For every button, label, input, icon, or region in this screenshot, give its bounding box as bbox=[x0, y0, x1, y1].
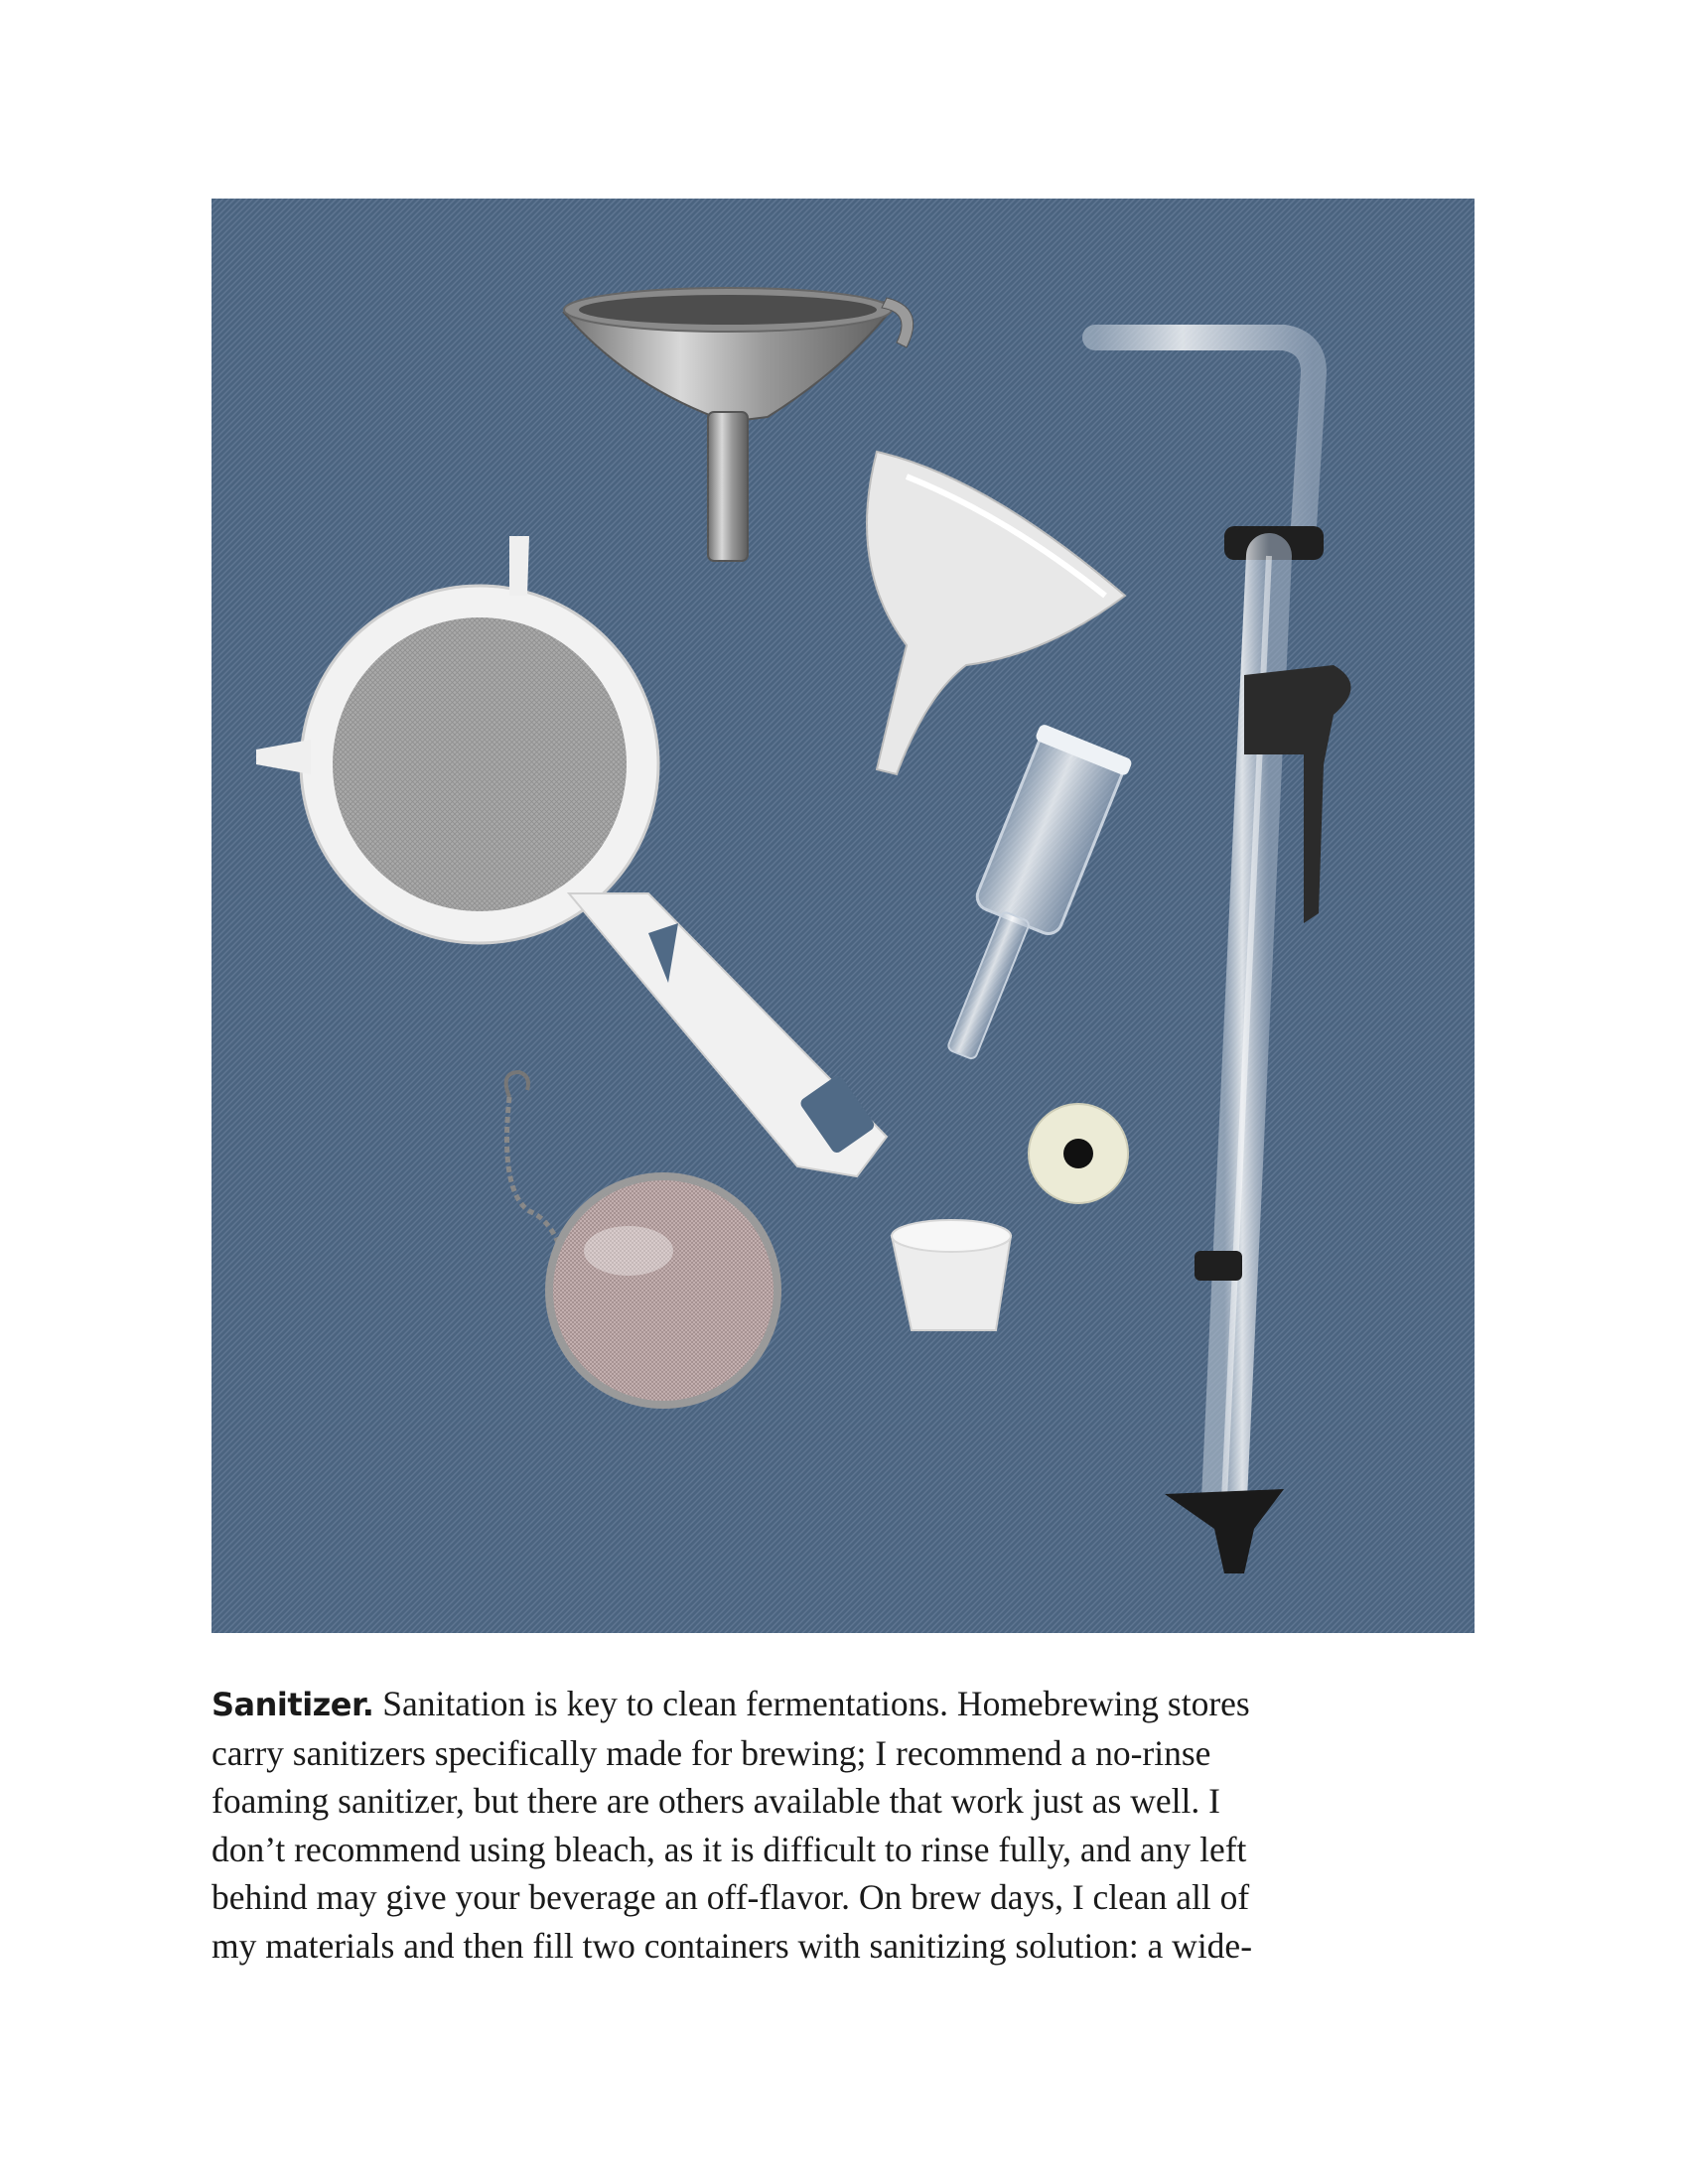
rubber-grommet-icon bbox=[1029, 1104, 1128, 1203]
paragraph-line-2: carry sanitizers specifically made for brewing; I recommend a no-rinse bbox=[211, 1732, 1211, 1773]
paragraph-line-1: Sanitizer. Sanitation is key to clean fermentations. Homebrewing stores bbox=[211, 1684, 1250, 1723]
rubber-stopper-icon bbox=[892, 1220, 1011, 1330]
paragraph-line-3: foaming sanitizer, but there are others available that work just as well. I bbox=[211, 1781, 1220, 1821]
paragraph-line-6: my materials and then fill two containers with sanitizing solution: a wide- bbox=[211, 1925, 1253, 1966]
paragraph-line-5: behind may give your beverage an off-flavor. On brew days, I clean all of bbox=[211, 1877, 1250, 1917]
equipment-photo bbox=[211, 199, 1475, 1633]
body-paragraph bbox=[211, 1680, 1475, 1970]
paragraph-lead: Sanitizer. bbox=[211, 1686, 374, 1723]
paragraph-line-4: don’t recommend using bleach, as it is difficult to rinse fully, and any left bbox=[211, 1829, 1247, 1869]
